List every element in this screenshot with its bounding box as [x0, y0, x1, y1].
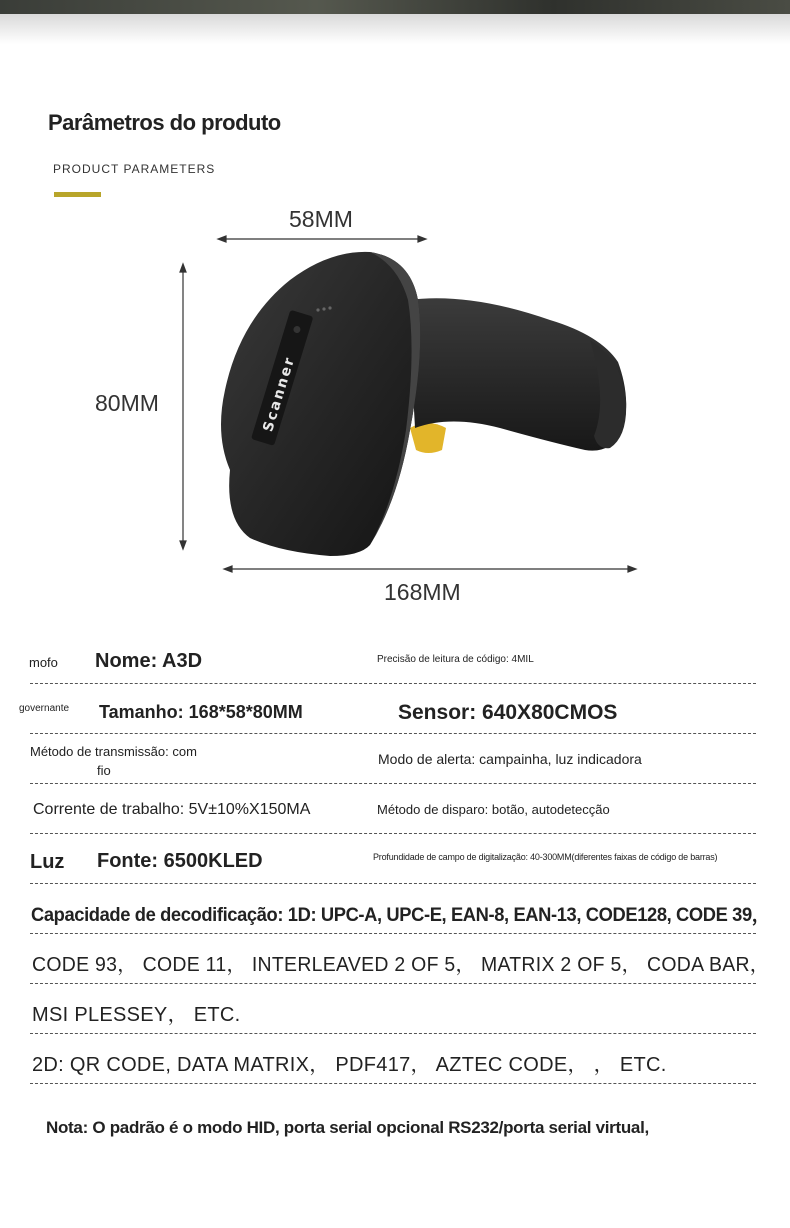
top-banner-strip: [0, 0, 790, 14]
divider: [30, 1033, 756, 1034]
spec-metodo-transmissao: Método de transmissão: com: [30, 744, 197, 759]
accent-bar: [54, 192, 101, 197]
divider: [30, 983, 756, 984]
divider: [30, 933, 756, 934]
height-dimension: 80MM: [95, 390, 159, 416]
spec-linha-2: CODE 93， CODE 11， INTERLEAVED 2 OF 5， MATRIX 2 OF 5， CODA BAR，: [32, 954, 770, 976]
divider: [30, 783, 756, 784]
divider: [30, 1083, 756, 1084]
spec-precisao: Precisão de leitura de código: 4MIL: [377, 654, 534, 665]
label-governante: governante: [19, 703, 70, 714]
height-arrow: [180, 264, 186, 549]
length-dimension: 168MM: [384, 579, 461, 605]
spec-metodo-disparo: Método de disparo: botão, autodetecção: [377, 802, 610, 817]
spec-capacidade: Capacidade de decodificação: 1D: UPC-A, UPC-E, EAN-8, EAN-13, CODE128, CODE 39，: [31, 905, 770, 926]
divider: [30, 733, 756, 734]
scanner-logo-text: Scanner: [260, 354, 299, 434]
spec-nome: Nome: A3D: [95, 650, 203, 672]
spec-nota: Nota: O padrão é o modo HID, porta serial opcional RS232/porta serial virtual,: [46, 1118, 649, 1137]
spec-fonte: Fonte: 6500KLED: [97, 850, 263, 872]
spec-profundidade: Profundidade de campo de digitalização: 40-300MM(diferentes faixas de código de barras): [373, 852, 718, 862]
width-arrow: [218, 236, 426, 242]
length-arrow: [224, 566, 636, 572]
spec-tamanho: Tamanho: 168*58*80MM: [99, 702, 303, 722]
divider: [30, 833, 756, 834]
spec-linha-4: 2D: QR CODE, DATA MATRIX， PDF417， AZTEC CODE， ， ETC.: [32, 1054, 667, 1076]
divider: [30, 883, 756, 884]
top-shadow: [0, 14, 790, 44]
spec-metodo-transmissao-cont: fio: [97, 763, 111, 778]
label-mofo: mofo: [29, 655, 58, 670]
spec-linha-3: MSI PLESSEY， ETC.: [32, 1004, 241, 1026]
width-dimension: 58MM: [289, 206, 353, 232]
page-subtitle: PRODUCT PARAMETERS: [53, 162, 216, 176]
divider: [30, 683, 756, 684]
spec-corrente: Corrente de trabalho: 5V±10%X150MA: [33, 801, 311, 818]
page-title: Parâmetros do produto: [48, 110, 281, 135]
spec-modo-alerta: Modo de alerta: campainha, luz indicadora: [378, 751, 642, 767]
label-luz: Luz: [30, 851, 65, 873]
spec-sensor: Sensor: 640X80CMOS: [398, 701, 618, 724]
scanner-illustration: [170, 200, 650, 610]
